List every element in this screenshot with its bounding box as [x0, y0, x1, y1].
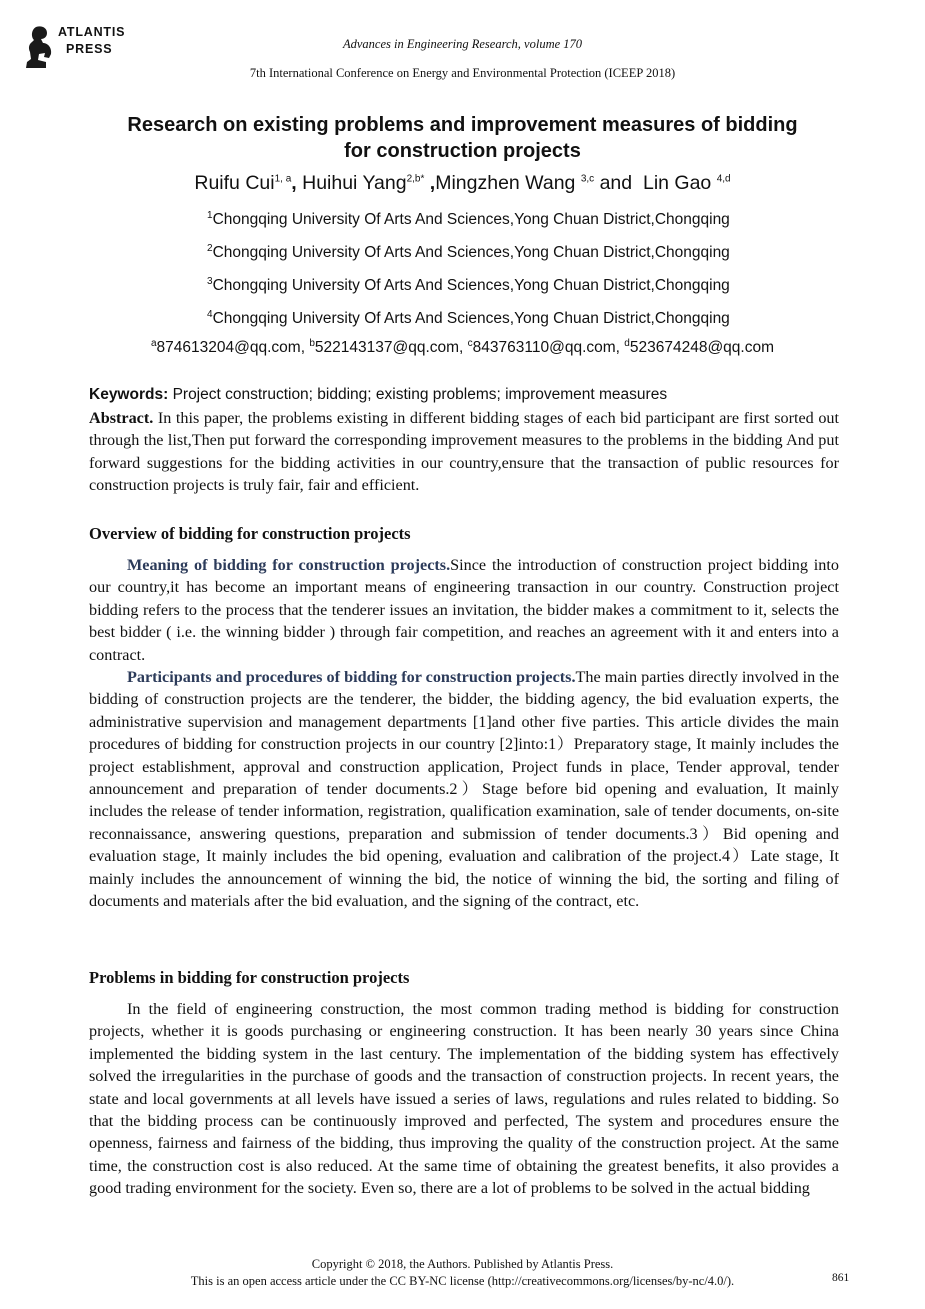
paragraph	[89, 554, 839, 666]
email-link[interactable]: 843763110@qq.com	[472, 339, 616, 356]
conference-name: 7th International Conference on Energy and Environmental Protection (ICEEP 2018)	[249, 66, 676, 80]
email-sup: c	[467, 337, 473, 349]
author-name: Ruifu Cui	[194, 172, 275, 194]
affiliation-text: Chongqing University Of Arts And Sciences,Yong Chuan District,Chongqing	[212, 277, 730, 294]
affiliation-text: Chongqing University Of Arts And Sciences,Yong Chuan District,Chongqing	[212, 211, 730, 228]
author-and: and	[599, 172, 633, 194]
title-line-2: for construction projects	[344, 140, 581, 162]
author-sup: 3,c	[580, 173, 595, 185]
section-heading: Overview of bidding for construction projects	[89, 524, 411, 543]
author-list: Ruifu Cui$^{1, a}$, Huihui Yang$^{2,b*}$ ,Mingzhen Wang $^{3,c}$ and Lin Gao $^{4,d}$	[194, 172, 731, 194]
affiliation	[207, 244, 730, 262]
license-line: This is an open access article under the CC BY-NC license (http://creativecommons.org/licenses/by-nc/4.0/).	[190, 1274, 735, 1288]
copyright-footer	[0, 1256, 925, 1290]
affiliation-num: 1	[207, 209, 213, 221]
paragraph-lead: Meaning of bidding for construction projects.	[127, 556, 451, 574]
paper-title	[60, 112, 865, 164]
email-link[interactable]: 523674248@qq.com	[629, 339, 775, 356]
keywords-text: Project construction; bidding; existing problems; improvement measures	[172, 386, 668, 403]
paragraph-lead: Participants and procedures of bidding for construction projects.	[127, 668, 576, 686]
author-sup: 1, a	[274, 173, 292, 185]
logo-line-press: PRESS	[66, 42, 113, 56]
author-name: Huihui Yang	[302, 172, 407, 194]
paragraph-text: In the field of engineering construction, the most common trading method is bidding for construction projects, whether it is goods purchasing or engineering construction. It has been nearly 30 years since China implemented the bidding system in the last century. The implementation of the bidding system has effectively solved the irregularities in the purchase of goods and the transaction of construction projects. In recent years, the state and local governments at all levels have issued a series of laws, regulations and rules related to bidding. So that the bidding process can be continuously improved and perfected, The system and procedures ensure the openness, fairness and fairness of the bidding, thus improving the quality of the construction project. At the same time, the construction cost is also reduced. At the same time of obtaining the greatest benefits, it also provides a good trading environment for the society. Even so, there are a lot of problems to be solved in the actual bidding	[89, 1000, 839, 1198]
copyright-line: Copyright © 2018, the Authors. Published by Atlantis Press.	[311, 1257, 614, 1271]
affiliation	[207, 277, 730, 295]
email-link[interactable]: 874613204@qq.com	[156, 339, 301, 356]
abstract-label: Abstract.	[89, 409, 154, 427]
affiliation	[207, 211, 730, 229]
paragraph-text: Since the introduction of construction project bidding into our country,it has become an important means of engineering transaction in our country. Construction project bidding refers to the process that the tenderer issues an invitation, the bidder makes a commitment to it, selects the best bidder ( i.e. the winning bidder ) through fair competition, and reaches an agreement with it and enters into a contract.	[89, 556, 839, 664]
author-name: Lin Gao	[642, 172, 712, 194]
paragraph	[89, 998, 839, 1200]
section-heading: Problems in bidding for construction projects	[89, 968, 410, 987]
keywords-label: Keywords:	[89, 386, 169, 403]
paragraph-text: The main parties directly involved in the bidding of construction projects are the tenderer, the bidder, the bidding agency, the bid evaluation experts, the administrative supervision and management departments [1]and other five parties. This article divides the main procedures of bidding for construction projects in our country [2]into:1）Preparatory stage, It mainly includes the project establishment, approval and construction application, Project funds in place, Tender approval, tender announcement and preparation of tender documents.2）Stage before bid opening and evaluation, It mainly includes the release of tender information, registration, qualification examination, sale of tender documents, on-site reconnaissance, answering questions, preparation and submission of tender documents.3）Bid opening and evaluation stage, It mainly includes the bid opening, evaluation and calibration of the project.4）Late stage, It mainly includes the announcement of winning the bid, the notice of winning the bid, the sorting and filing of documents and materials after the bid evaluation, and the signing of the contract, etc.	[89, 668, 840, 911]
abstract	[89, 407, 839, 497]
abstract-text: In this paper, the problems existing in different bidding stages of each bid participant are first sorted out through the list,Then put forward the corresponding improvement measures to the problems in the bidding And put forward suggestions for the bidding activities in our country,ensure that the transaction of public resources for construction projects is truly fair, fair and efficient.	[89, 409, 840, 495]
keywords	[89, 386, 667, 404]
author-sup: 4,d	[716, 173, 731, 185]
author-sup: 2,b*	[406, 173, 425, 185]
email-sup: b	[309, 337, 315, 349]
affiliation-text: Chongqing University Of Arts And Sciences,Yong Chuan District,Chongqing	[212, 310, 730, 327]
email-sup: d	[624, 337, 630, 349]
email-sup: a	[150, 337, 157, 349]
affiliation-text: Chongqing University Of Arts And Sciences,Yong Chuan District,Chongqing	[212, 244, 730, 261]
page-number: 861	[832, 1272, 850, 1284]
email-link[interactable]: 522143137@qq.com	[314, 339, 460, 356]
title-line-1: Research on existing problems and improvement measures of bidding	[127, 114, 798, 136]
affiliation-num: 4	[207, 308, 213, 320]
affiliation	[207, 310, 730, 328]
logo-line-atlantis: ATLANTIS	[58, 25, 126, 39]
journal-name: Advances in Engineering Research, volume 170	[342, 37, 583, 51]
author-name: Mingzhen Wang	[435, 172, 576, 194]
paragraph	[89, 666, 839, 912]
affiliation-num: 3	[207, 275, 213, 287]
affiliation-num: 2	[207, 242, 213, 254]
author-emails: $^a$874613204@qq.com, $^b$522143137@qq.com, $^c$843763110@qq.com, $^d$523674248@qq.com	[150, 337, 775, 356]
